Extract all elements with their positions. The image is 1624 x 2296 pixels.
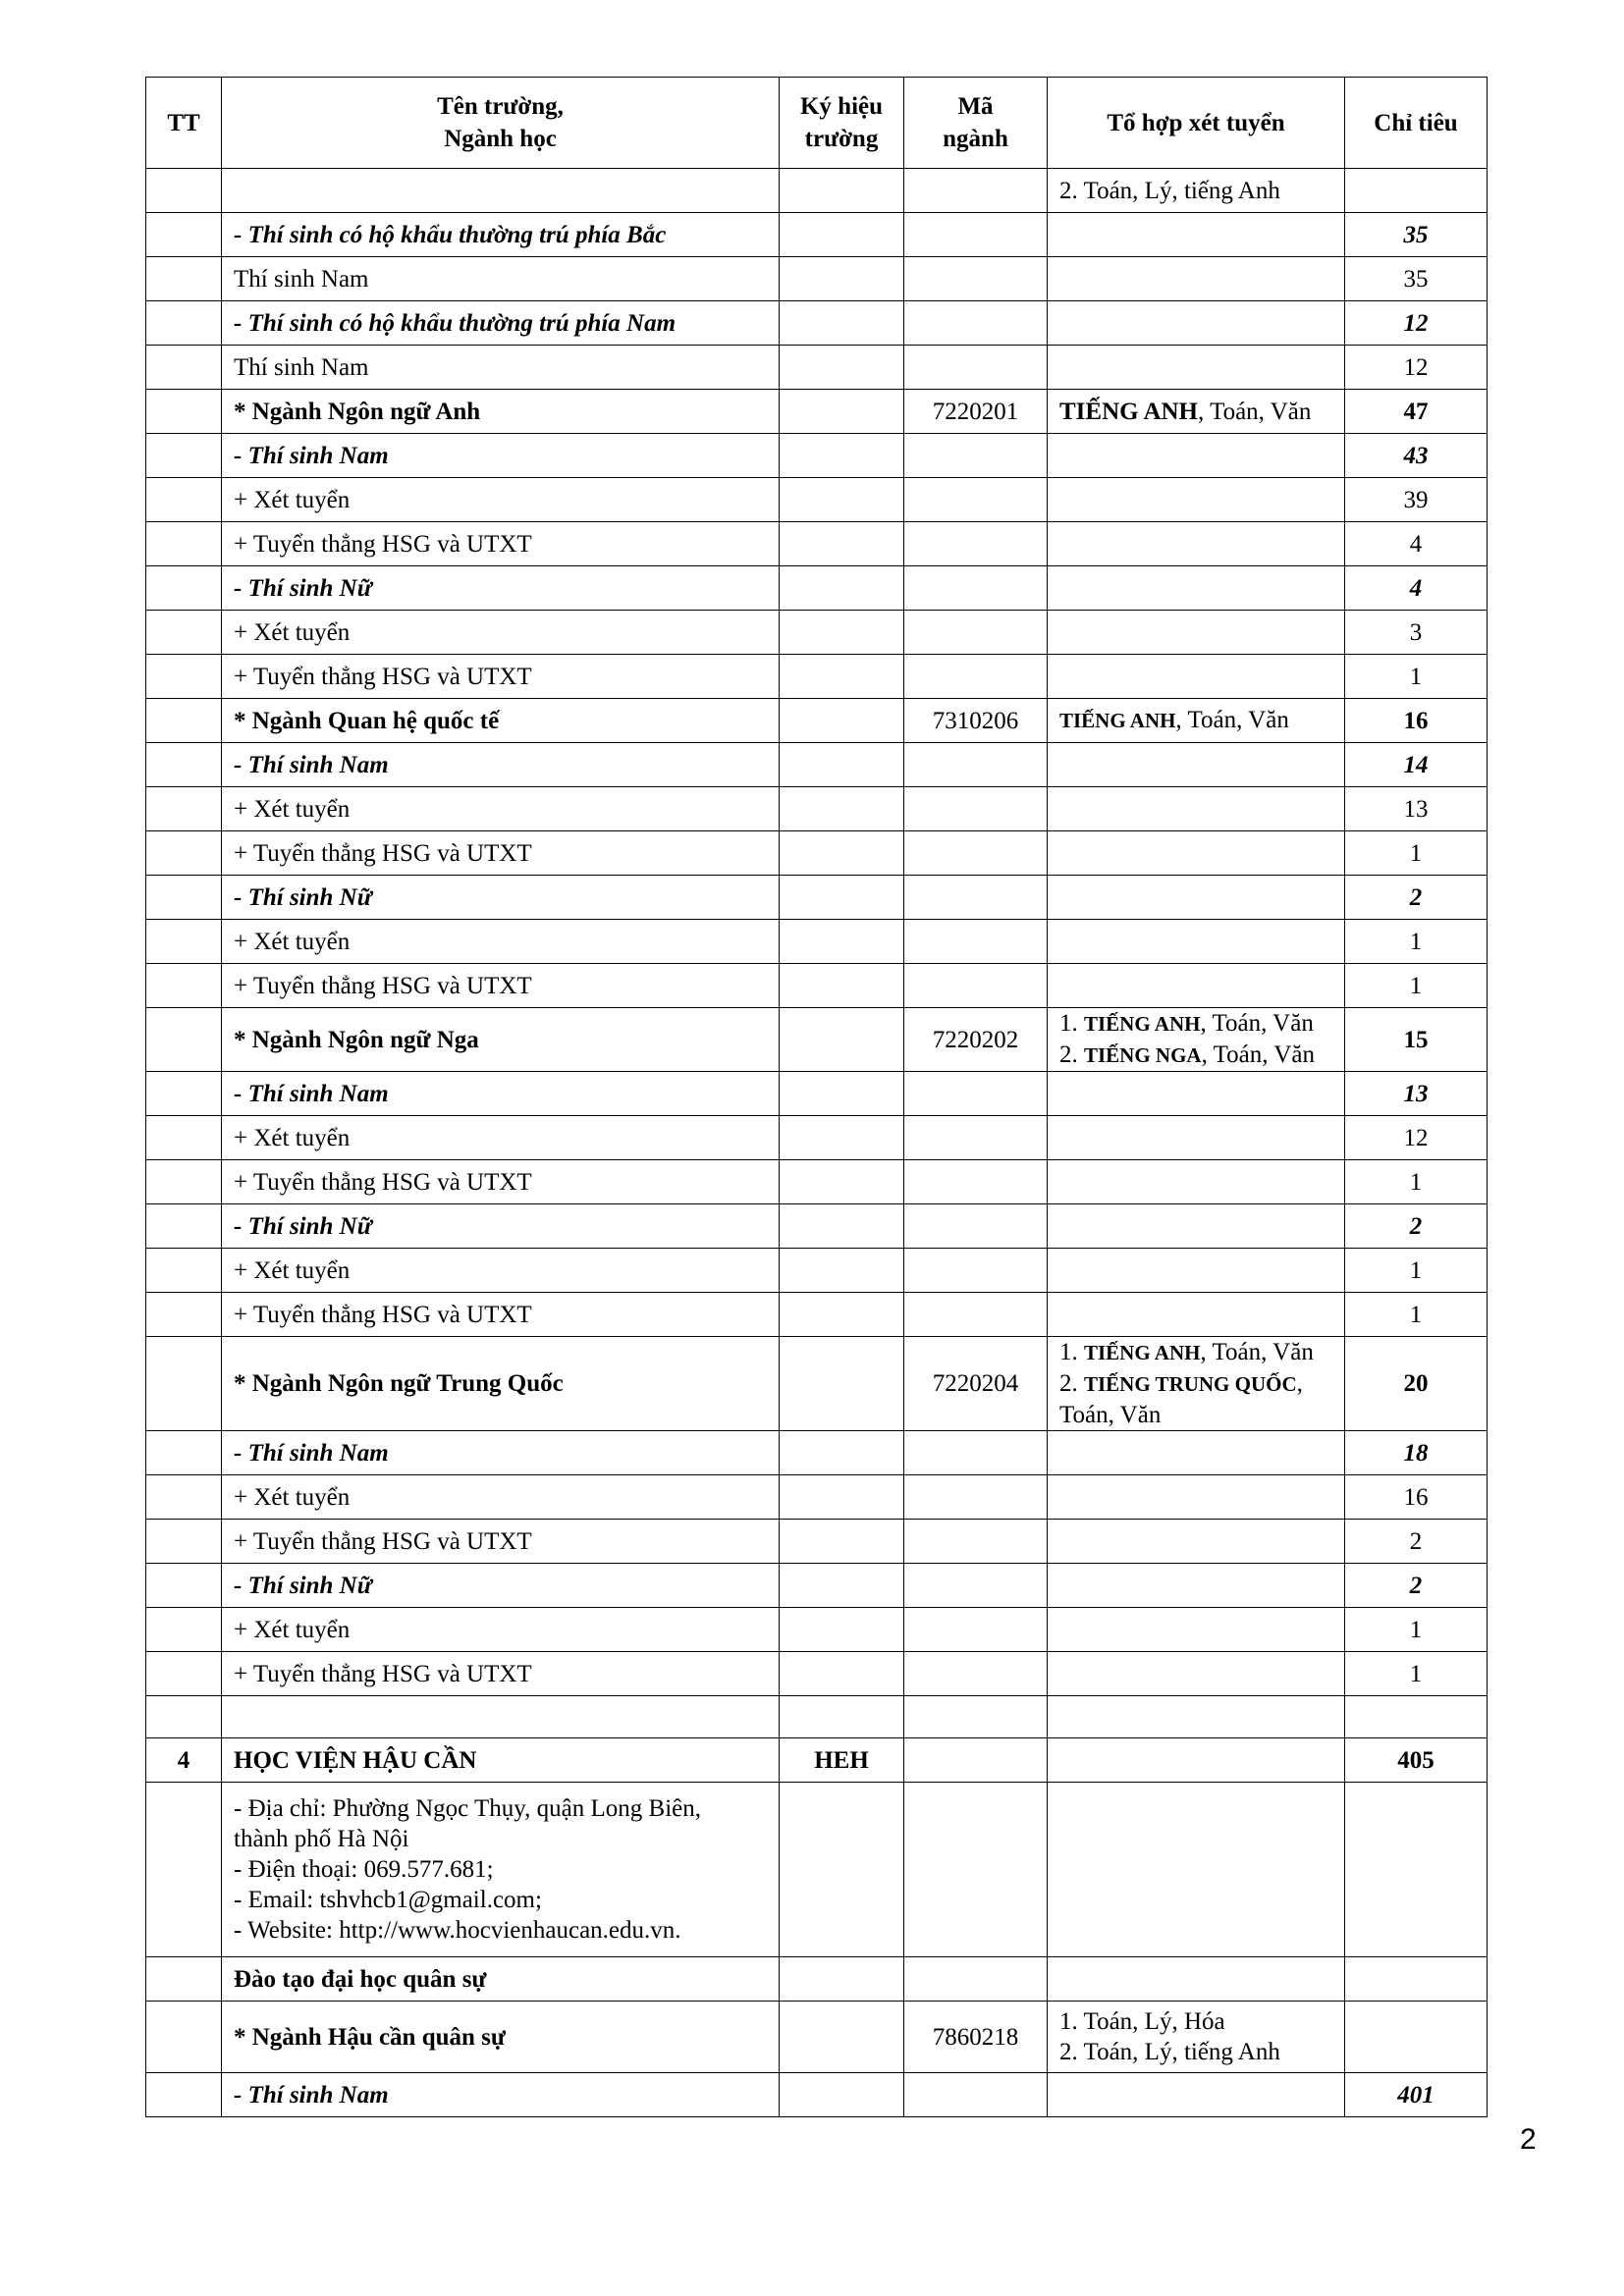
- row-name: + Xét tuyển: [222, 1249, 780, 1293]
- table-row: [146, 655, 1488, 699]
- row-quota: 12: [1345, 346, 1488, 390]
- row-quota: 18: [1345, 1431, 1488, 1475]
- row-quota: 1: [1345, 1652, 1488, 1696]
- row-name: Thí sinh Nam: [222, 257, 780, 301]
- row-quota: 4: [1345, 522, 1488, 566]
- row-quota: 16: [1345, 1475, 1488, 1520]
- table-row: [146, 1008, 1488, 1072]
- table-row: [146, 611, 1488, 655]
- row-name: + Tuyển thẳng HSG và UTXT: [222, 522, 780, 566]
- school-index: 4: [146, 1738, 222, 1783]
- row-name: - Thí sinh Nam: [222, 1072, 780, 1116]
- row-name: + Tuyển thẳng HSG và UTXT: [222, 655, 780, 699]
- header-symbol: Ký hiệu trường: [780, 78, 904, 169]
- school-symbol: HEH: [780, 1738, 904, 1783]
- table-row: [146, 169, 1488, 213]
- table-row: [146, 787, 1488, 831]
- school-row: [146, 1738, 1488, 1783]
- section-title: Đào tạo đại học quân sự: [222, 1957, 780, 2002]
- row-name: + Xét tuyển: [222, 611, 780, 655]
- header-code: Mã ngành: [904, 78, 1048, 169]
- row-quota: 47: [1345, 390, 1488, 434]
- row-name: + Xét tuyển: [222, 1116, 780, 1160]
- row-name: + Xét tuyển: [222, 1475, 780, 1520]
- row-name: - Thí sinh có hộ khẩu thường trú phía Nam: [222, 301, 780, 346]
- row-name: + Tuyển thẳng HSG và UTXT: [222, 1293, 780, 1337]
- major-code: 7310206: [904, 699, 1048, 743]
- school-contact: - Địa chỉ: Phường Ngọc Thụy, quận Long Biên, thành phố Hà Nội - Điện thoại: 069.577.681; - Email: tshvhcb1@gmail.com; - Website: http://www.hocvienhaucan.edu.vn.: [222, 1783, 780, 1957]
- row-quota: 16: [1345, 699, 1488, 743]
- row-quota: 1: [1345, 1160, 1488, 1204]
- row-name: - Thí sinh Nam: [222, 743, 780, 787]
- row-name: + Tuyển thẳng HSG và UTXT: [222, 1652, 780, 1696]
- school-name: HỌC VIỆN HẬU CẦN: [222, 1738, 780, 1783]
- row-quota: 20: [1345, 1337, 1488, 1431]
- major-code: 7220202: [904, 1008, 1048, 1072]
- row-quota: 2: [1345, 1520, 1488, 1564]
- combo-cell: TIẾNG ANH, Toán, Văn: [1048, 699, 1345, 743]
- table-row: [146, 390, 1488, 434]
- header-quota: Chỉ tiêu: [1345, 78, 1488, 169]
- combo-cell: 1. TIẾNG ANH, Toán, Văn 2. TIẾNG TRUNG QUỐC, Toán, Văn: [1048, 1337, 1345, 1431]
- table-row: [146, 1337, 1488, 1431]
- row-name: - Thí sinh Nam: [222, 1431, 780, 1475]
- table-row: [146, 522, 1488, 566]
- header-name: Tên trường, Ngành học: [222, 78, 780, 169]
- table-row: [146, 699, 1488, 743]
- table-row: [146, 1564, 1488, 1608]
- table-row: [146, 2002, 1488, 2073]
- row-quota: 3: [1345, 611, 1488, 655]
- row-quota: 35: [1345, 213, 1488, 257]
- empty-row: [146, 1696, 1488, 1738]
- table-row: [146, 478, 1488, 522]
- major-code: 7860218: [904, 2002, 1048, 2073]
- table-row: [146, 1204, 1488, 1249]
- row-name: - Thí sinh Nữ: [222, 566, 780, 611]
- row-name: - Thí sinh Nam: [222, 434, 780, 478]
- row-quota: 1: [1345, 920, 1488, 964]
- combo-cell: 1. Toán, Lý, Hóa 2. Toán, Lý, tiếng Anh: [1048, 2002, 1345, 2073]
- row-name: - Thí sinh Nữ: [222, 876, 780, 920]
- row-name: * Ngành Ngôn ngữ Anh: [222, 390, 780, 434]
- row-name: - Thí sinh Nữ: [222, 1564, 780, 1608]
- table-row: [146, 920, 1488, 964]
- page-number: 2: [1520, 2123, 1537, 2156]
- table-row: [146, 1475, 1488, 1520]
- header-combo: Tổ hợp xét tuyển: [1048, 78, 1345, 169]
- row-quota: 15: [1345, 1008, 1488, 1072]
- table-row: [146, 1072, 1488, 1116]
- combo-cell: 2. Toán, Lý, tiếng Anh: [1048, 169, 1345, 213]
- table-row: [146, 1431, 1488, 1475]
- row-quota: 1: [1345, 1608, 1488, 1652]
- row-name: * Ngành Ngôn ngữ Trung Quốc: [222, 1337, 780, 1431]
- row-quota: 401: [1345, 2073, 1488, 2117]
- row-name: + Xét tuyển: [222, 1608, 780, 1652]
- row-quota: 1: [1345, 1293, 1488, 1337]
- table-row: [146, 1520, 1488, 1564]
- row-name: Thí sinh Nam: [222, 346, 780, 390]
- row-name: - Thí sinh có hộ khẩu thường trú phía Bắc: [222, 213, 780, 257]
- school-quota: 405: [1345, 1738, 1488, 1783]
- row-name: + Tuyển thẳng HSG và UTXT: [222, 831, 780, 876]
- row-name: + Xét tuyển: [222, 920, 780, 964]
- row-quota: 2: [1345, 876, 1488, 920]
- row-quota: 1: [1345, 655, 1488, 699]
- table-row: [146, 1608, 1488, 1652]
- row-quota: 43: [1345, 434, 1488, 478]
- table-row: [146, 876, 1488, 920]
- row-quota: 13: [1345, 1072, 1488, 1116]
- row-name: + Xét tuyển: [222, 478, 780, 522]
- table-header: [146, 78, 1488, 169]
- row-name: * Ngành Quan hệ quốc tế: [222, 699, 780, 743]
- table-row: [146, 2073, 1488, 2117]
- row-quota: 1: [1345, 1249, 1488, 1293]
- table-row: [146, 301, 1488, 346]
- row-quota: 1: [1345, 831, 1488, 876]
- row-quota: 12: [1345, 1116, 1488, 1160]
- admission-quota-table: [145, 77, 1488, 2117]
- school-contact-row: [146, 1783, 1488, 1957]
- table-row: [146, 743, 1488, 787]
- row-name: + Xét tuyển: [222, 787, 780, 831]
- row-name: + Tuyển thẳng HSG và UTXT: [222, 964, 780, 1008]
- row-name: * Ngành Hậu cần quân sự: [222, 2002, 780, 2073]
- header-tt: TT: [146, 78, 222, 169]
- table-row: [146, 346, 1488, 390]
- row-quota: 14: [1345, 743, 1488, 787]
- row-quota: 39: [1345, 478, 1488, 522]
- row-quota: 12: [1345, 301, 1488, 346]
- table-row: [146, 434, 1488, 478]
- table-row: [146, 566, 1488, 611]
- table-row: [146, 1160, 1488, 1204]
- row-name: + Tuyển thẳng HSG và UTXT: [222, 1160, 780, 1204]
- combo-cell: TIẾNG ANH, Toán, Văn: [1048, 390, 1345, 434]
- section-row: [146, 1957, 1488, 2002]
- combo-cell: 1. TIẾNG ANH, Toán, Văn 2. TIẾNG NGA, Toán, Văn: [1048, 1008, 1345, 1072]
- table-row: [146, 213, 1488, 257]
- row-name: - Thí sinh Nam: [222, 2073, 780, 2117]
- major-code: 7220204: [904, 1337, 1048, 1431]
- row-quota: 4: [1345, 566, 1488, 611]
- row-quota: 35: [1345, 257, 1488, 301]
- table-row: [146, 1293, 1488, 1337]
- table-row: [146, 1652, 1488, 1696]
- row-quota: 2: [1345, 1564, 1488, 1608]
- table-row: [146, 1116, 1488, 1160]
- row-quota: 13: [1345, 787, 1488, 831]
- row-name: + Tuyển thẳng HSG và UTXT: [222, 1520, 780, 1564]
- row-quota: 1: [1345, 964, 1488, 1008]
- table-row: [146, 964, 1488, 1008]
- row-name: - Thí sinh Nữ: [222, 1204, 780, 1249]
- table-row: [146, 1249, 1488, 1293]
- major-code: 7220201: [904, 390, 1048, 434]
- table-row: [146, 831, 1488, 876]
- row-name: * Ngành Ngôn ngữ Nga: [222, 1008, 780, 1072]
- table-row: [146, 257, 1488, 301]
- row-quota: 2: [1345, 1204, 1488, 1249]
